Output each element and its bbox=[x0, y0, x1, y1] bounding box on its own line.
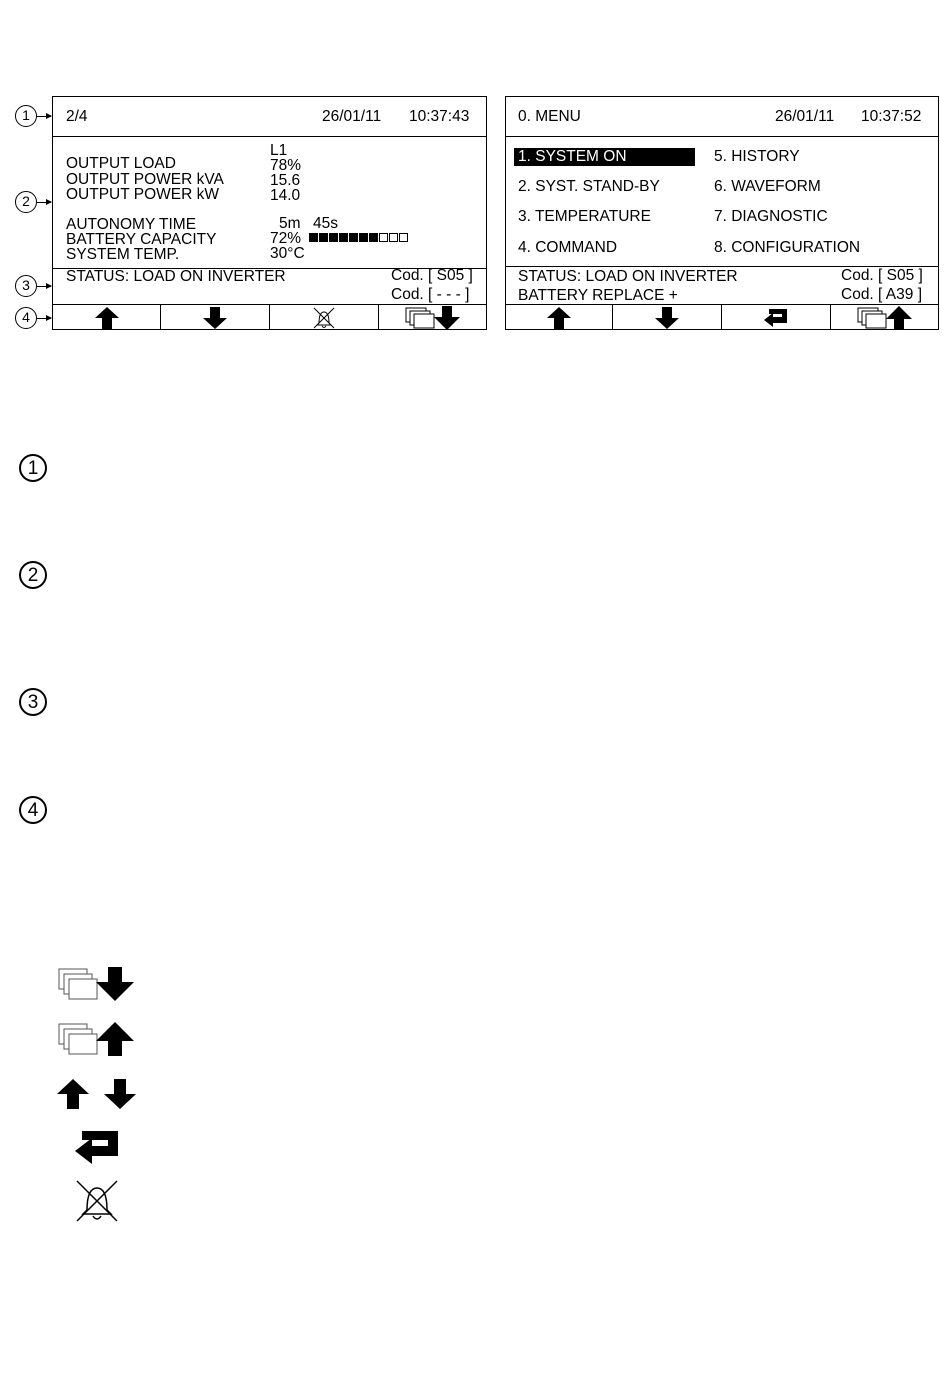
battery-cell bbox=[399, 233, 408, 242]
marker-3: 3 bbox=[15, 275, 37, 297]
status-line-2: BATTERY REPLACE + bbox=[518, 287, 678, 304]
legend-marker-4: 4 bbox=[19, 796, 47, 824]
battery-cell bbox=[379, 233, 388, 242]
menu-item-history[interactable]: 5. HISTORY bbox=[714, 148, 800, 165]
battery-cell bbox=[329, 233, 338, 242]
alarm-mute-icon bbox=[72, 1178, 122, 1224]
legend-marker-1: 1 bbox=[19, 454, 47, 482]
battery-cell bbox=[359, 233, 368, 242]
date: 26/01/11 bbox=[322, 108, 382, 125]
arrow-up-down-icon bbox=[54, 1077, 140, 1111]
menu-item-system-standby[interactable]: 2. SYST. STAND-BY bbox=[518, 178, 660, 195]
output-power-kva-value: 15.6 bbox=[270, 172, 301, 189]
arrow-down-icon bbox=[200, 306, 230, 330]
time: 10:37:52 bbox=[861, 108, 922, 125]
scroll-down-button[interactable] bbox=[161, 305, 269, 330]
legend-arrow-up-down-icon bbox=[54, 1077, 140, 1111]
date: 26/01/11 bbox=[775, 108, 835, 125]
status-code-2: Cod. [ A39 ] bbox=[841, 286, 922, 303]
scroll-up-button[interactable] bbox=[53, 305, 160, 330]
screen1-header-divider bbox=[52, 136, 487, 137]
output-power-kw-value: 14.0 bbox=[270, 187, 301, 204]
previous-page-button[interactable] bbox=[831, 305, 938, 330]
status-line: STATUS: LOAD ON INVERTER bbox=[66, 268, 286, 285]
menu-title: 0. MENU bbox=[518, 108, 581, 125]
next-page-button[interactable] bbox=[379, 305, 486, 330]
autonomy-minutes: 5m bbox=[279, 215, 301, 232]
marker-4-pointer bbox=[37, 318, 51, 319]
battery-capacity-label: BATTERY CAPACITY bbox=[66, 231, 217, 248]
menu-item-waveform[interactable]: 6. WAVEFORM bbox=[714, 178, 821, 195]
marker-4: 4 bbox=[15, 307, 37, 329]
status-code-1: Cod. [ S05 ] bbox=[841, 267, 923, 284]
arrow-up-icon bbox=[544, 306, 574, 330]
legend-alarm-mute-icon bbox=[72, 1178, 122, 1224]
menu-item-command[interactable]: 4. COMMAND bbox=[518, 239, 618, 256]
menu-item-diagnostic[interactable]: 7. DIAGNOSTIC bbox=[714, 208, 828, 225]
autonomy-time-label: AUTONOMY TIME bbox=[66, 216, 197, 233]
menu-item-configuration[interactable]: 8. CONFIGURATION bbox=[714, 239, 861, 256]
battery-cell bbox=[349, 233, 358, 242]
output-power-kw-label: OUTPUT POWER kW bbox=[66, 186, 219, 203]
output-power-kva-label: OUTPUT POWER kVA bbox=[66, 171, 224, 188]
battery-cell bbox=[319, 233, 328, 242]
pages-down-icon bbox=[404, 305, 462, 331]
system-temp-value: 30°C bbox=[270, 245, 305, 262]
battery-cell bbox=[369, 233, 378, 242]
menu-item-temperature[interactable]: 3. TEMPERATURE bbox=[518, 208, 651, 225]
arrow-up-icon bbox=[92, 306, 122, 330]
enter-button[interactable] bbox=[722, 305, 830, 330]
scroll-down-button[interactable] bbox=[613, 305, 721, 330]
time: 10:37:43 bbox=[409, 108, 470, 125]
status-code-1: Cod. [ S05 ] bbox=[391, 267, 473, 284]
marker-1: 1 bbox=[15, 105, 37, 127]
output-load-value: 78% bbox=[270, 157, 302, 174]
enter-icon bbox=[72, 1128, 122, 1166]
legend-enter-icon bbox=[72, 1128, 122, 1166]
system-temp-label: SYSTEM TEMP. bbox=[66, 246, 180, 263]
pages-up-icon bbox=[856, 305, 914, 331]
enter-icon bbox=[761, 307, 791, 329]
legend-pages-up-icon bbox=[56, 1020, 138, 1058]
alarm-mute-icon bbox=[311, 306, 337, 330]
marker-1-pointer bbox=[37, 116, 51, 117]
arrow-down-icon bbox=[652, 306, 682, 330]
menu-item-system-on[interactable]: 1. SYSTEM ON bbox=[518, 148, 627, 165]
autonomy-seconds: 45s bbox=[313, 215, 338, 232]
status-code-2: Cod. [ - - - ] bbox=[391, 286, 470, 303]
marker-3-pointer bbox=[37, 286, 51, 287]
battery-cell bbox=[389, 233, 398, 242]
battery-capacity-bar bbox=[309, 233, 408, 242]
alarm-mute-button[interactable] bbox=[270, 305, 378, 330]
page-indicator: 2/4 bbox=[66, 108, 88, 125]
scroll-up-button[interactable] bbox=[506, 305, 612, 330]
screen2-header-divider bbox=[505, 136, 939, 137]
status-line: STATUS: LOAD ON INVERTER bbox=[518, 268, 738, 285]
battery-capacity-value: 72% bbox=[270, 230, 302, 247]
output-load-label: OUTPUT LOAD bbox=[66, 155, 176, 172]
marker-2-pointer bbox=[37, 202, 51, 203]
column-header-l1: L1 bbox=[270, 142, 288, 159]
pages-up-icon bbox=[56, 1020, 138, 1058]
legend-marker-2: 2 bbox=[19, 561, 47, 589]
battery-cell bbox=[309, 233, 318, 242]
marker-2: 2 bbox=[15, 191, 37, 213]
battery-cell bbox=[339, 233, 348, 242]
legend-marker-3: 3 bbox=[19, 688, 47, 716]
pages-down-icon bbox=[56, 965, 138, 1003]
legend-pages-down-icon bbox=[56, 965, 138, 1003]
